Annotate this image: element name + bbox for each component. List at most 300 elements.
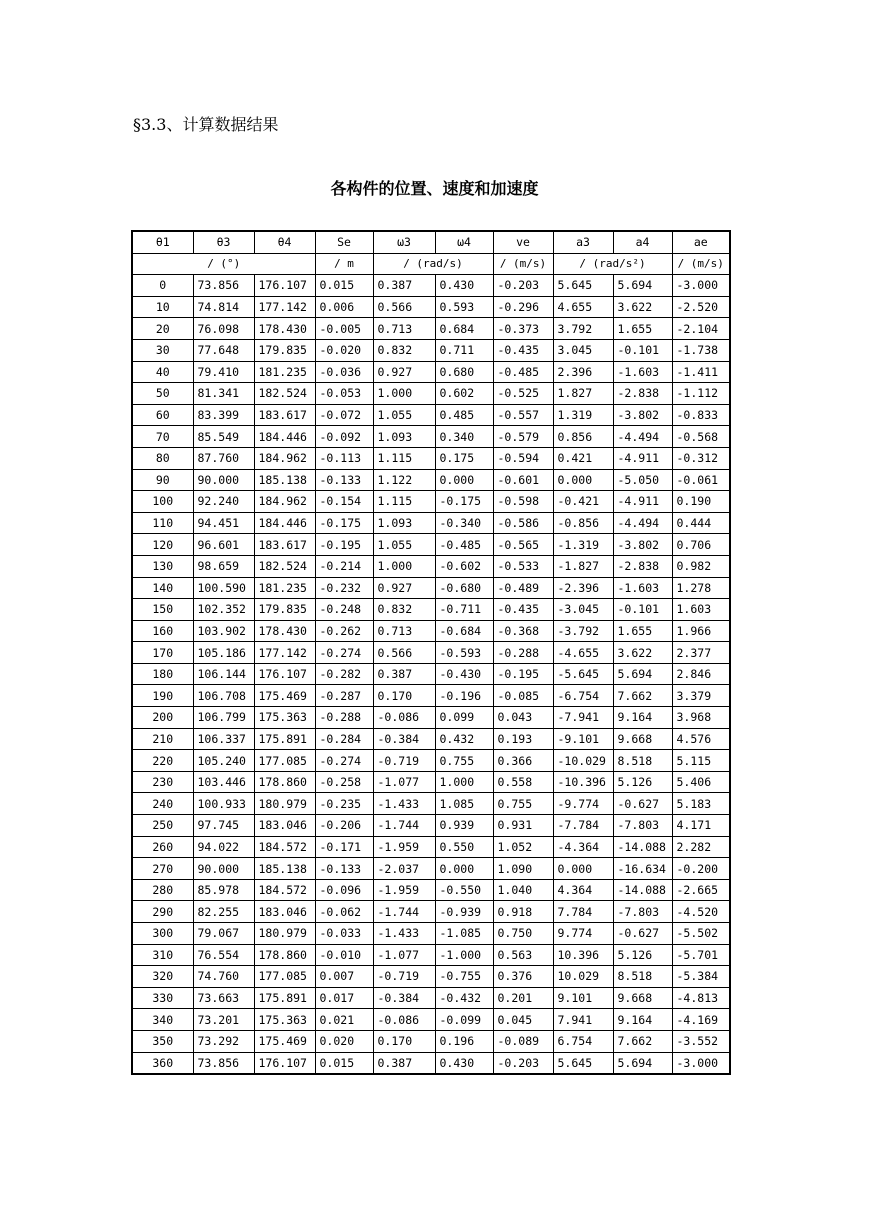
table-cell: -0.680: [435, 577, 493, 599]
table-cell: 9.668: [613, 987, 672, 1009]
table-cell: 76.098: [193, 318, 254, 340]
table-cell: 100.590: [193, 577, 254, 599]
table-cell: -0.203: [493, 1052, 553, 1074]
table-cell: -0.601: [493, 469, 553, 491]
table-cell: -1.827: [553, 555, 613, 577]
table-cell: -0.384: [373, 728, 435, 750]
unit-label: / (m/s): [672, 253, 730, 275]
table-cell: 3.045: [553, 339, 613, 361]
table-cell: 96.601: [193, 534, 254, 556]
table-cell: 4.171: [672, 815, 730, 837]
table-row: [132, 1052, 730, 1074]
table-cell: -2.520: [672, 296, 730, 318]
table-cell: 0.684: [435, 318, 493, 340]
table-cell: 76.554: [193, 944, 254, 966]
table-cell: 5.694: [613, 1052, 672, 1074]
table-cell: 5.645: [553, 275, 613, 297]
unit-label: / (rad/s²): [553, 253, 672, 275]
table-cell: 0.387: [373, 663, 435, 685]
table-cell: 150: [132, 599, 193, 621]
table-cell: 8.518: [613, 750, 672, 772]
table-row: [132, 275, 730, 297]
table-row: [132, 923, 730, 945]
table-cell: -0.598: [493, 491, 553, 513]
table-row: [132, 879, 730, 901]
column-header: θ4: [254, 231, 315, 253]
table-row: [132, 944, 730, 966]
table-cell: 0.563: [493, 944, 553, 966]
table-cell: 0.196: [435, 1030, 493, 1052]
table-cell: 94.022: [193, 836, 254, 858]
table-cell: 0.706: [672, 534, 730, 556]
table-cell: 0.190: [672, 491, 730, 513]
table-cell: 0.021: [315, 1009, 373, 1031]
table-cell: -0.288: [493, 642, 553, 664]
table-cell: 182.524: [254, 383, 315, 405]
table-cell: -1.959: [373, 836, 435, 858]
table-cell: -0.602: [435, 555, 493, 577]
table-cell: 1.000: [373, 383, 435, 405]
table-title: 各构件的位置、速度和加速度: [330, 179, 539, 198]
table-cell: 310: [132, 944, 193, 966]
table-cell: -4.813: [672, 987, 730, 1009]
table-row: [132, 987, 730, 1009]
table-cell: -5.701: [672, 944, 730, 966]
table-cell: -4.169: [672, 1009, 730, 1031]
table-cell: 0.099: [435, 707, 493, 729]
table-cell: -0.248: [315, 599, 373, 621]
table-cell: 0.593: [435, 296, 493, 318]
table-cell: 5.645: [553, 1052, 613, 1074]
table-cell: 0.927: [373, 361, 435, 383]
table-cell: 40: [132, 361, 193, 383]
column-header: θ3: [193, 231, 254, 253]
table-row: [132, 383, 730, 405]
table-cell: 60: [132, 404, 193, 426]
table-cell: 180.979: [254, 923, 315, 945]
table-cell: 178.860: [254, 944, 315, 966]
table-cell: -0.755: [435, 966, 493, 988]
table-cell: -0.036: [315, 361, 373, 383]
table-cell: -10.029: [553, 750, 613, 772]
table-cell: -1.433: [373, 793, 435, 815]
table-cell: -0.557: [493, 404, 553, 426]
table-cell: 0.340: [435, 426, 493, 448]
table-cell: 184.446: [254, 426, 315, 448]
table-cell: -4.655: [553, 642, 613, 664]
table-cell: 184.962: [254, 447, 315, 469]
table-cell: 176.107: [254, 275, 315, 297]
table-cell: -3.045: [553, 599, 613, 621]
table-cell: 185.138: [254, 858, 315, 880]
data-table: [131, 230, 731, 1075]
table-cell: 0.170: [373, 685, 435, 707]
table-cell: -1.433: [373, 923, 435, 945]
table-cell: -9.101: [553, 728, 613, 750]
table-cell: 1.040: [493, 879, 553, 901]
table-cell: -5.050: [613, 469, 672, 491]
column-header: θ1: [132, 231, 193, 253]
table-cell: 105.240: [193, 750, 254, 772]
table-cell: 183.046: [254, 815, 315, 837]
table-cell: -0.235: [315, 793, 373, 815]
table-cell: -0.368: [493, 620, 553, 642]
table-cell: -5.645: [553, 663, 613, 685]
table-cell: 0.017: [315, 987, 373, 1009]
table-cell: 106.708: [193, 685, 254, 707]
table-cell: -0.274: [315, 750, 373, 772]
table-cell: 7.941: [553, 1009, 613, 1031]
table-cell: -0.133: [315, 858, 373, 880]
table-cell: 175.469: [254, 1030, 315, 1052]
table-row: [132, 642, 730, 664]
table-cell: -1.077: [373, 944, 435, 966]
table-cell: 9.668: [613, 728, 672, 750]
table-cell: -0.061: [672, 469, 730, 491]
table-cell: 177.085: [254, 750, 315, 772]
table-cell: -14.088: [613, 879, 672, 901]
unit-label: / m: [315, 253, 373, 275]
column-header: a4: [613, 231, 672, 253]
table-cell: 183.617: [254, 534, 315, 556]
table-cell: 3.968: [672, 707, 730, 729]
table-cell: 2.846: [672, 663, 730, 685]
table-cell: 290: [132, 901, 193, 923]
table-cell: -4.911: [613, 447, 672, 469]
table-cell: 74.760: [193, 966, 254, 988]
table-cell: -0.101: [613, 339, 672, 361]
table-cell: 90.000: [193, 469, 254, 491]
table-cell: 0.832: [373, 339, 435, 361]
table-cell: 176.107: [254, 663, 315, 685]
table-cell: 1.319: [553, 404, 613, 426]
table-cell: 90.000: [193, 858, 254, 880]
table-cell: -0.533: [493, 555, 553, 577]
table-cell: 0: [132, 275, 193, 297]
table-cell: 7.662: [613, 685, 672, 707]
table-cell: 9.164: [613, 1009, 672, 1031]
table-cell: 8.518: [613, 966, 672, 988]
table-cell: 0.713: [373, 620, 435, 642]
table-cell: 4.364: [553, 879, 613, 901]
table-cell: 178.860: [254, 771, 315, 793]
table-cell: -0.939: [435, 901, 493, 923]
table-cell: -0.175: [315, 512, 373, 534]
table-cell: -0.711: [435, 599, 493, 621]
table-cell: 175.469: [254, 685, 315, 707]
table-cell: -0.432: [435, 987, 493, 1009]
column-header: ω4: [435, 231, 493, 253]
table-row: [132, 1009, 730, 1031]
table-cell: -1.085: [435, 923, 493, 945]
table-row: [132, 296, 730, 318]
table-cell: -1.319: [553, 534, 613, 556]
table-cell: 1.055: [373, 404, 435, 426]
table-cell: -0.312: [672, 447, 730, 469]
table-cell: 184.962: [254, 491, 315, 513]
table-cell: 73.856: [193, 1052, 254, 1074]
table-cell: 110: [132, 512, 193, 534]
table-cell: -0.856: [553, 512, 613, 534]
table-cell: 0.432: [435, 728, 493, 750]
table-cell: 0.550: [435, 836, 493, 858]
table-cell: 0.485: [435, 404, 493, 426]
table-cell: 100: [132, 491, 193, 513]
table-cell: -0.214: [315, 555, 373, 577]
table-row: [132, 491, 730, 513]
unit-label: / (m/s): [493, 253, 553, 275]
table-cell: 0.045: [493, 1009, 553, 1031]
table-cell: 20: [132, 318, 193, 340]
table-cell: -4.911: [613, 491, 672, 513]
table-cell: 85.978: [193, 879, 254, 901]
table-cell: -0.719: [373, 750, 435, 772]
table-cell: 1.052: [493, 836, 553, 858]
table-cell: -0.092: [315, 426, 373, 448]
table-cell: 3.622: [613, 296, 672, 318]
table-cell: 120: [132, 534, 193, 556]
table-cell: 260: [132, 836, 193, 858]
table-cell: 179.835: [254, 339, 315, 361]
table-cell: -0.005: [315, 318, 373, 340]
table-row: [132, 793, 730, 815]
table-cell: -0.101: [613, 599, 672, 621]
table-cell: 175.363: [254, 1009, 315, 1031]
table-cell: -0.627: [613, 923, 672, 945]
table-cell: 100.933: [193, 793, 254, 815]
table-row: [132, 534, 730, 556]
table-cell: 97.745: [193, 815, 254, 837]
table-cell: 0.918: [493, 901, 553, 923]
table-cell: 5.694: [613, 275, 672, 297]
table-cell: -4.364: [553, 836, 613, 858]
table-cell: -0.593: [435, 642, 493, 664]
table-row: [132, 361, 730, 383]
table-cell: 179.835: [254, 599, 315, 621]
table-cell: -0.282: [315, 663, 373, 685]
table-row: [132, 901, 730, 923]
table-cell: -2.838: [613, 555, 672, 577]
table-cell: 181.235: [254, 577, 315, 599]
table-cell: 180: [132, 663, 193, 685]
table-cell: 184.572: [254, 879, 315, 901]
section-heading: §3.3、计算数据结果: [133, 115, 279, 134]
table-cell: 0.750: [493, 923, 553, 945]
table-cell: 102.352: [193, 599, 254, 621]
table-cell: -1.603: [613, 577, 672, 599]
table-cell: 77.648: [193, 339, 254, 361]
table-row: [132, 555, 730, 577]
table-row: [132, 771, 730, 793]
table-cell: -0.384: [373, 987, 435, 1009]
table-cell: -0.586: [493, 512, 553, 534]
table-cell: -0.274: [315, 642, 373, 664]
table-cell: 0.366: [493, 750, 553, 772]
table-cell: 105.186: [193, 642, 254, 664]
table-cell: -2.838: [613, 383, 672, 405]
table-cell: 1.000: [435, 771, 493, 793]
table-cell: 9.774: [553, 923, 613, 945]
table-cell: 79.410: [193, 361, 254, 383]
table-cell: 0.430: [435, 1052, 493, 1074]
table-cell: 185.138: [254, 469, 315, 491]
table-cell: -0.833: [672, 404, 730, 426]
table-cell: -0.033: [315, 923, 373, 945]
table-cell: -0.684: [435, 620, 493, 642]
table-cell: 4.576: [672, 728, 730, 750]
table-row: [132, 707, 730, 729]
table-row: [132, 620, 730, 642]
table-cell: 92.240: [193, 491, 254, 513]
table-cell: 0.376: [493, 966, 553, 988]
table-cell: -0.568: [672, 426, 730, 448]
table-cell: 1.000: [373, 555, 435, 577]
table-cell: -0.089: [493, 1030, 553, 1052]
table-cell: 0.927: [373, 577, 435, 599]
table-cell: -3.000: [672, 1052, 730, 1074]
table-row: [132, 858, 730, 880]
table-cell: -16.634: [613, 858, 672, 880]
table-row: [132, 685, 730, 707]
table-cell: 1.090: [493, 858, 553, 880]
table-cell: 10: [132, 296, 193, 318]
table-cell: 106.337: [193, 728, 254, 750]
column-header: ae: [672, 231, 730, 253]
table-cell: 0.000: [553, 469, 613, 491]
table-cell: -7.803: [613, 901, 672, 923]
table-cell: -9.774: [553, 793, 613, 815]
table-cell: -0.072: [315, 404, 373, 426]
table-cell: 90: [132, 469, 193, 491]
table-cell: -3.802: [613, 534, 672, 556]
table-cell: 177.142: [254, 642, 315, 664]
table-cell: 1.827: [553, 383, 613, 405]
table-cell: 183.617: [254, 404, 315, 426]
table-cell: 300: [132, 923, 193, 945]
table-cell: 9.164: [613, 707, 672, 729]
table-cell: -0.627: [613, 793, 672, 815]
table-cell: -0.565: [493, 534, 553, 556]
table-cell: 5.126: [613, 944, 672, 966]
table-cell: -10.396: [553, 771, 613, 793]
table-row: [132, 728, 730, 750]
table-cell: 5.406: [672, 771, 730, 793]
table-cell: -0.262: [315, 620, 373, 642]
table-cell: 1.278: [672, 577, 730, 599]
table-cell: -7.784: [553, 815, 613, 837]
table-cell: 240: [132, 793, 193, 815]
table-cell: 3.622: [613, 642, 672, 664]
table-cell: 81.341: [193, 383, 254, 405]
table-cell: -6.754: [553, 685, 613, 707]
table-cell: 2.396: [553, 361, 613, 383]
table-cell: 3.792: [553, 318, 613, 340]
table-cell: -0.175: [435, 491, 493, 513]
table-cell: -0.287: [315, 685, 373, 707]
table-cell: -0.258: [315, 771, 373, 793]
table-cell: 340: [132, 1009, 193, 1031]
table-cell: -0.113: [315, 447, 373, 469]
table-cell: -1.077: [373, 771, 435, 793]
table-cell: 83.399: [193, 404, 254, 426]
table-cell: 200: [132, 707, 193, 729]
table-cell: -1.000: [435, 944, 493, 966]
table-row: [132, 836, 730, 858]
table-cell: -0.195: [315, 534, 373, 556]
table-cell: 7.662: [613, 1030, 672, 1052]
table-cell: -0.373: [493, 318, 553, 340]
table-cell: 175.363: [254, 707, 315, 729]
table-cell: 230: [132, 771, 193, 793]
table-cell: -0.430: [435, 663, 493, 685]
table-cell: 170: [132, 642, 193, 664]
table-cell: 183.046: [254, 901, 315, 923]
table-cell: -1.738: [672, 339, 730, 361]
table-cell: 7.784: [553, 901, 613, 923]
table-cell: 330: [132, 987, 193, 1009]
table-cell: 0.007: [315, 966, 373, 988]
table-cell: 0.015: [315, 1052, 373, 1074]
table-cell: 2.282: [672, 836, 730, 858]
table-cell: -4.494: [613, 426, 672, 448]
table-cell: 0.713: [373, 318, 435, 340]
table-cell: -0.206: [315, 815, 373, 837]
table-cell: 0.566: [373, 296, 435, 318]
table-cell: 1.115: [373, 447, 435, 469]
table-cell: 178.430: [254, 620, 315, 642]
table-cell: 360: [132, 1052, 193, 1074]
table-cell: 106.144: [193, 663, 254, 685]
table-cell: 3.379: [672, 685, 730, 707]
table-cell: 0.982: [672, 555, 730, 577]
table-cell: -4.494: [613, 512, 672, 534]
column-header: Se: [315, 231, 373, 253]
table-cell: 10.396: [553, 944, 613, 966]
table-cell: -3.552: [672, 1030, 730, 1052]
table-cell: -0.485: [493, 361, 553, 383]
table-cell: 0.387: [373, 275, 435, 297]
column-header: a3: [553, 231, 613, 253]
table-cell: -0.086: [373, 1009, 435, 1031]
table-cell: 2.377: [672, 642, 730, 664]
table-cell: -0.435: [493, 339, 553, 361]
table-cell: -1.959: [373, 879, 435, 901]
table-cell: 175.891: [254, 728, 315, 750]
table-cell: -0.010: [315, 944, 373, 966]
table-cell: -0.203: [493, 275, 553, 297]
table-cell: 0.015: [315, 275, 373, 297]
table-cell: 0.421: [553, 447, 613, 469]
table-cell: -2.665: [672, 879, 730, 901]
table-cell: 0.832: [373, 599, 435, 621]
table-cell: 0.000: [435, 469, 493, 491]
table-cell: -0.284: [315, 728, 373, 750]
table-cell: -0.154: [315, 491, 373, 513]
table-cell: 1.085: [435, 793, 493, 815]
table-row: [132, 404, 730, 426]
table-cell: -0.195: [493, 663, 553, 685]
table-cell: -0.053: [315, 383, 373, 405]
table-cell: 103.902: [193, 620, 254, 642]
table-cell: 87.760: [193, 447, 254, 469]
table-cell: -7.941: [553, 707, 613, 729]
column-header: ω3: [373, 231, 435, 253]
table-cell: -0.579: [493, 426, 553, 448]
table-cell: 160: [132, 620, 193, 642]
table-cell: 175.891: [254, 987, 315, 1009]
table-cell: 0.444: [672, 512, 730, 534]
table-cell: 0.006: [315, 296, 373, 318]
